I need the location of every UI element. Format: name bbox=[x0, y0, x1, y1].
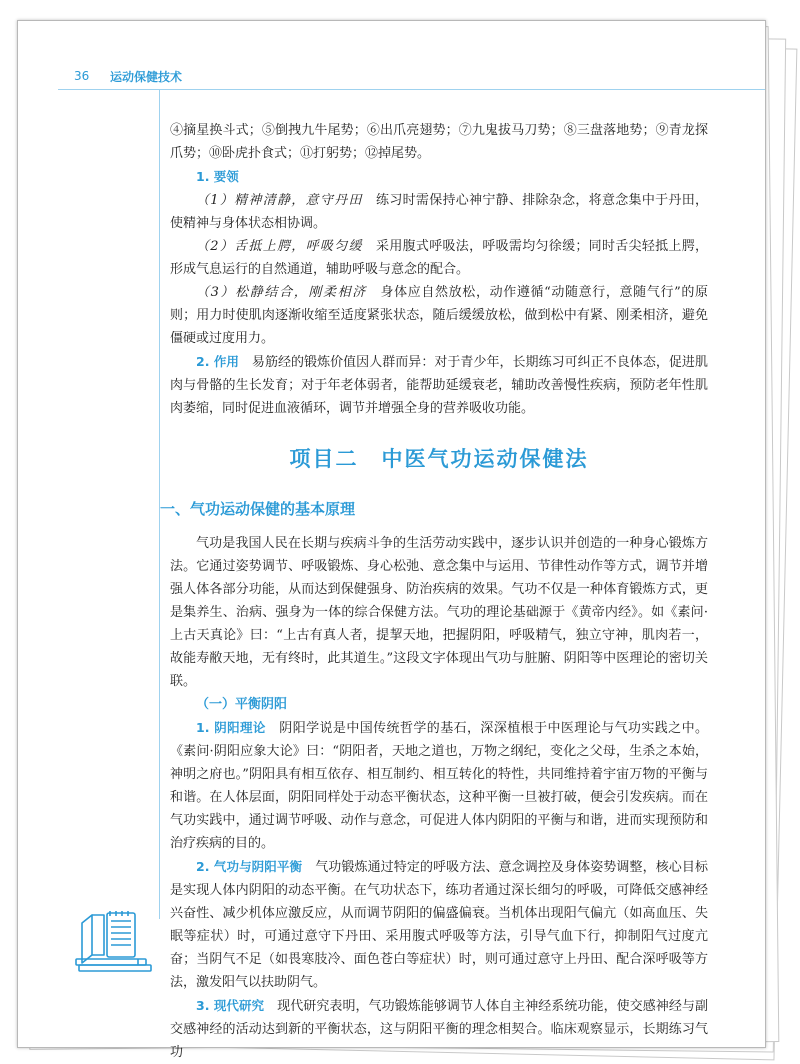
essential-lead: （2）舌抵上腭，呼吸匀缓 bbox=[196, 239, 363, 254]
essential-item bbox=[170, 281, 708, 350]
effect-paragraph bbox=[170, 350, 708, 420]
paragraph-text: 现代研究表明，气功锻炼能够调节人体自主神经系统功能，使交感神经与副交感神经的活动达到新的平衡状态，这与阴阳平衡的理念相契合。临床观察显示，长期练习气功 bbox=[170, 999, 708, 1060]
essentials-heading bbox=[170, 165, 708, 189]
page-body bbox=[160, 119, 708, 1064]
body-paragraph bbox=[170, 716, 708, 855]
page-number: 36 bbox=[74, 69, 90, 83]
running-title: 运动保健技术 bbox=[110, 70, 183, 84]
essential-item bbox=[170, 235, 708, 281]
header-rule bbox=[58, 89, 765, 90]
essential-text: 练习时需保持心神宁静、排除杂念，将意念集中于丹田，使精神与身体状态相协调。 bbox=[170, 193, 708, 231]
effect-text: 易筋经的锻炼价值因人群而异：对于青少年，长期练习可纠正不良体态，促进肌肉与骨骼的生长发育；对于年老体弱者，能帮助延缓衰老，辅助改善慢性疾病，预防老年性肌肉萎缩，同时促进血液循环，调节并增强全身的营养吸收功能。 bbox=[170, 355, 708, 416]
paragraph-text: 阴阳学说是中国传统哲学的基石，深深植根于中医理论与气功实践之中。《素问·阴阳应象大论》曰：“阴阳者，天地之道也，万物之纲纪，变化之父母，生杀之本始，神明之府也。”阴阳具有相互依存、相互制约、相互转化的特性，共同维持着宇宙万物的平衡与和谐。在人体层面，阴阳同样处于动态平衡状态，这种平衡一旦被打破，便会引发疾病。而在气功实践中，通过调节呼吸、动作与意念，可促进人体内阴阳的平衡与和谐，进而实现预防和治疗疾病的目的。 bbox=[170, 721, 708, 851]
subsection-heading bbox=[170, 693, 708, 716]
paragraph-text: 气功锻炼通过特定的呼吸方法、意念调控及身体姿势调整，核心目标是实现人体内阴阳的动态平衡。在气功状态下，练功者通过深长细匀的呼吸，可降低交感神经兴奋性、减少机体应激反应，从而调节阴阳的偏盛偏衰。当机体出现阳气偏亢（如高血压、失眠等症状）时，可通过意守下丹田、采用腹式呼吸等方法，引导气血下行，抑制阳气过度亢奋；当阴气不足（如畏寒肢冷、面色苍白等症状）时，则可通过意守上丹田、配合深呼吸等方法，激发阳气以扶助阴气。 bbox=[170, 860, 708, 990]
body-paragraph bbox=[170, 994, 708, 1064]
essentials-label: 1. 要领 bbox=[196, 169, 239, 184]
essential-text: 身体应自然放松，动作遵循“动随意行，意随气行”的原则；用力时使肌肉逐渐收缩至适度紧张状态，随后缓缓放松，做到松中有紧、刚柔相济，避免僵硬或过度用力。 bbox=[170, 285, 708, 346]
effect-label: 2. 作用 bbox=[196, 354, 239, 369]
essential-lead: （3）松静结合，刚柔相济 bbox=[196, 285, 367, 300]
section-intro: 气功是我国人民在长期与疾病斗争的生活劳动实践中，逐步认识并创造的一种身心锻炼方法。它通过姿势调节、呼吸锻炼、身心松弛、意念集中与运用、节律性动作等方式，调节并增强人体各部分功能，从而达到保健强身、防治疾病的效果。气功不仅是一种体育锻炼方式，更是集养生、治病、强身为一体的综合保健方法。气功的理论基础源于《黄帝内经》。如《素问·上古天真论》曰：“上古有真人者，提挈天地，把握阴阳，呼吸精气，独立守神，肌肉若一，故能寿敝天地，无有终时，此其道生。”这段文字体现出气功与脏腑、阴阳等中医理论的密切关联。 bbox=[170, 536, 708, 689]
moves-list-text: ④摘星换斗式；⑤倒拽九牛尾势；⑥出爪亮翅势；⑦九鬼拔马刀势；⑧三盘落地势；⑨青龙探爪势；⑩卧虎扑食式；⑪打躬势；⑫掉尾势。 bbox=[170, 123, 708, 161]
project-title: 项目二 中医气功运动保健法 bbox=[289, 447, 589, 471]
essential-item bbox=[170, 189, 708, 235]
book-page bbox=[17, 20, 766, 1060]
subsection-title: （一）平衡阴阳 bbox=[196, 697, 288, 712]
paragraph-label: 2. 气功与阴阳平衡 bbox=[196, 859, 303, 874]
essential-text: 采用腹式呼吸法，呼吸需均匀徐缓；同时舌尖轻抵上腭，形成气息运行的自然通道，辅助呼吸与意念的配合。 bbox=[170, 239, 708, 277]
paragraph-label: 1. 阴阳理论 bbox=[196, 720, 266, 735]
body-paragraph bbox=[170, 855, 708, 994]
paragraph-label: 3. 现代研究 bbox=[196, 998, 265, 1013]
essential-lead: （1）精神清静，意守丹田 bbox=[196, 193, 363, 208]
section-title: 一、气功运动保健的基本原理 bbox=[160, 500, 356, 518]
books-notebook-icon bbox=[74, 911, 154, 973]
